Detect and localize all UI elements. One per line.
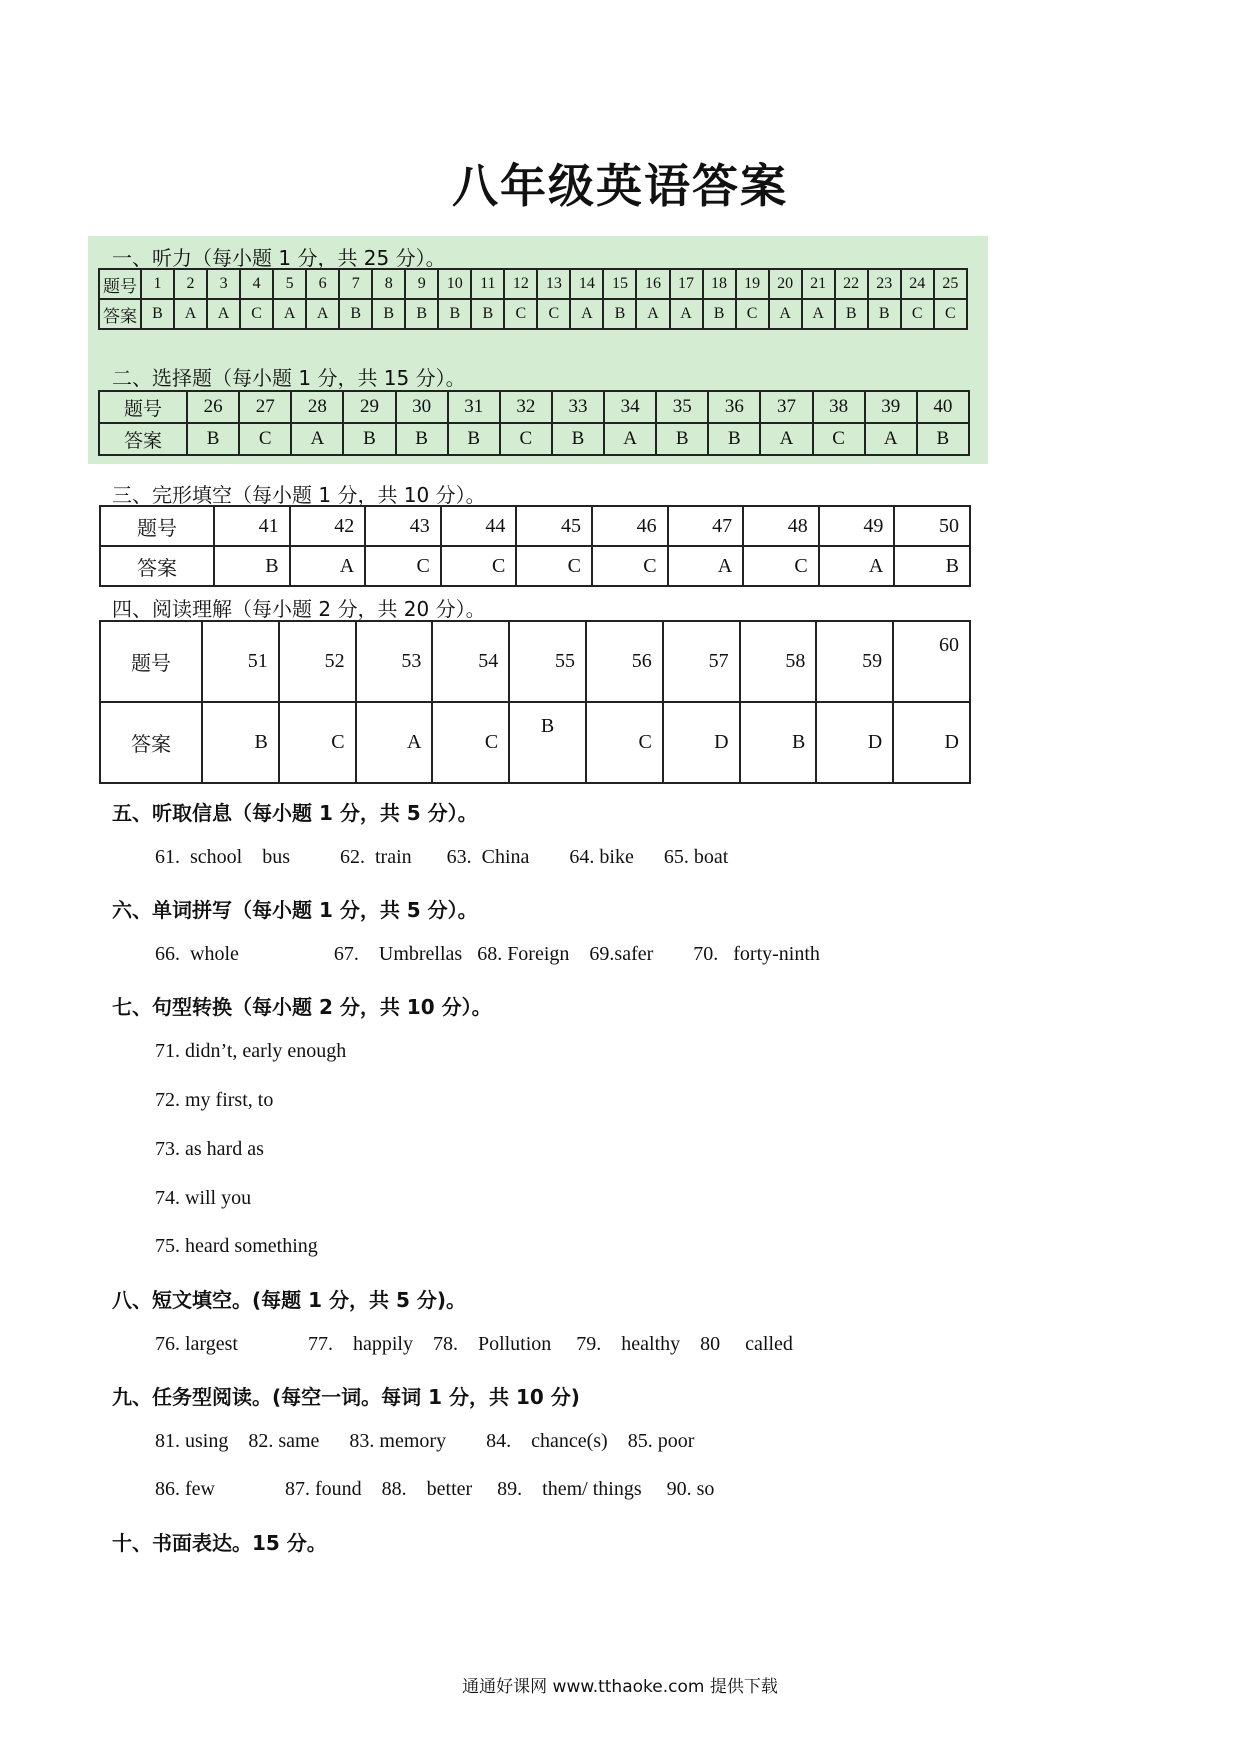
answer-table-cloze: [99, 505, 971, 587]
answer-cell: B: [603, 299, 636, 329]
answer-table-reading: [99, 620, 971, 784]
answer-cell: A: [207, 299, 240, 329]
question-number-cell: 31: [448, 391, 500, 423]
answer-line-74: 74. will you: [155, 1187, 252, 1209]
question-number-cell: 9: [405, 269, 438, 299]
row-label: 答案: [100, 702, 202, 783]
question-number-cell: 52: [279, 621, 356, 702]
answer-cell: B: [396, 423, 448, 455]
question-number-cell: 18: [703, 269, 736, 299]
answer-cell: B: [703, 299, 736, 329]
answer-cell: D: [663, 702, 740, 783]
answer-cell: A: [174, 299, 207, 329]
question-number-cell: 60: [893, 621, 970, 702]
section-5-answers: 61. school bus 62. train 63. China 64. bike 65. boat: [155, 846, 729, 868]
question-number-cell: 44: [441, 506, 517, 546]
question-number-cell: 50: [894, 506, 970, 546]
question-number-cell: 55: [509, 621, 586, 702]
answer-cell: C: [586, 702, 663, 783]
section-7-heading: 七、句型转换（每小题 2 分，共 10 分）。: [112, 995, 492, 1019]
question-number-cell: 26: [187, 391, 239, 423]
section-1-heading: 一、听力（每小题 1 分，共 25 分）。: [112, 246, 446, 270]
question-number-cell: 49: [819, 506, 895, 546]
section-6-heading: 六、单词拼写（每小题 1 分，共 5 分）。: [112, 898, 478, 922]
question-number-cell: 45: [516, 506, 592, 546]
answer-cell: C: [592, 546, 668, 586]
question-number-cell: 4: [240, 269, 273, 299]
answer-cell: C: [239, 423, 291, 455]
answer-cell: B: [917, 423, 969, 455]
question-number-cell: 58: [740, 621, 817, 702]
answer-cell: C: [813, 423, 865, 455]
question-number-cell: 59: [816, 621, 893, 702]
answer-cell: A: [636, 299, 669, 329]
question-number-cell: 54: [432, 621, 509, 702]
question-number-cell: 30: [396, 391, 448, 423]
section-6-answers: 66. whole 67. Umbrellas 68. Foreign 69.safer 70. forty-ninth: [155, 943, 820, 965]
question-number-cell: 16: [636, 269, 669, 299]
answer-cell: B: [372, 299, 405, 329]
question-number-cell: 40: [917, 391, 969, 423]
question-number-cell: 51: [202, 621, 279, 702]
question-number-cell: 3: [207, 269, 240, 299]
question-number-cell: 46: [592, 506, 668, 546]
answer-cell: A: [668, 546, 744, 586]
answer-cell: B: [471, 299, 504, 329]
question-number-cell: 57: [663, 621, 740, 702]
question-number-cell: 17: [670, 269, 703, 299]
answer-line-72: 72. my first, to: [155, 1089, 274, 1111]
question-number-cell: 29: [343, 391, 395, 423]
answer-cell: B: [448, 423, 500, 455]
answer-cell: A: [865, 423, 917, 455]
answer-cell: A: [819, 546, 895, 586]
row-label: 题号: [99, 391, 187, 423]
answer-cell: B: [708, 423, 760, 455]
section-5-heading: 五、听取信息（每小题 1 分，共 5 分）。: [112, 801, 478, 825]
question-number-cell: 34: [604, 391, 656, 423]
answer-cell: B: [202, 702, 279, 783]
answer-cell: D: [893, 702, 970, 783]
answer-row: [100, 702, 970, 783]
question-number-cell: 43: [365, 506, 441, 546]
answer-cell: B: [214, 546, 290, 586]
answer-cell: A: [291, 423, 343, 455]
question-number-cell: 56: [586, 621, 663, 702]
answer-cell: B: [438, 299, 471, 329]
question-number-cell: 19: [736, 269, 769, 299]
question-number-cell: 10: [438, 269, 471, 299]
answer-cell: A: [802, 299, 835, 329]
question-number-row: [100, 506, 970, 546]
row-label: 答案: [99, 299, 141, 329]
section-9-answers-row-2: 86. few 87. found 88. better 89. them/ things 90. so: [155, 1478, 715, 1500]
answer-cell: A: [760, 423, 812, 455]
answer-line-71: 71. didn’t, early enough: [155, 1040, 347, 1062]
answer-cell: B: [835, 299, 868, 329]
answer-cell: C: [537, 299, 570, 329]
page-title: 八年级英语答案: [452, 159, 788, 213]
answer-cell: B: [868, 299, 901, 329]
question-number-cell: 21: [802, 269, 835, 299]
answer-row: [99, 299, 967, 329]
answer-cell: A: [306, 299, 339, 329]
question-number-cell: 41: [214, 506, 290, 546]
question-number-row: [99, 269, 967, 299]
row-label: 题号: [100, 621, 202, 702]
answer-cell: C: [504, 299, 537, 329]
question-number-cell: 38: [813, 391, 865, 423]
answer-cell: B: [343, 423, 395, 455]
row-label: 题号: [100, 506, 214, 546]
answer-cell: B: [740, 702, 817, 783]
question-number-cell: 11: [471, 269, 504, 299]
question-number-cell: 53: [356, 621, 433, 702]
answer-cell: D: [816, 702, 893, 783]
answer-cell: C: [743, 546, 819, 586]
answer-cell: A: [570, 299, 603, 329]
answer-line-73: 73. as hard as: [155, 1138, 264, 1160]
question-number-cell: 37: [760, 391, 812, 423]
question-number-cell: 32: [500, 391, 552, 423]
question-number-cell: 7: [339, 269, 372, 299]
answer-cell: A: [604, 423, 656, 455]
question-number-cell: 36: [708, 391, 760, 423]
answer-cell: A: [290, 546, 366, 586]
answer-cell: B: [141, 299, 174, 329]
section-2-heading: 二、选择题（每小题 1 分，共 15 分）。: [112, 366, 466, 390]
answer-cell: B: [405, 299, 438, 329]
question-number-cell: 33: [552, 391, 604, 423]
question-number-row: [99, 391, 969, 423]
answer-table-choice: [98, 390, 970, 456]
section-9-heading: 九、任务型阅读。(每空一词。每词 1 分，共 10 分): [112, 1385, 580, 1409]
answer-cell: B: [656, 423, 708, 455]
row-label: 答案: [100, 546, 214, 586]
question-number-cell: 47: [668, 506, 744, 546]
answer-cell: A: [273, 299, 306, 329]
answer-cell: B: [552, 423, 604, 455]
footer-credit: 通通好课网 www.tthaoke.com 提供下载: [462, 1677, 778, 1697]
answer-cell: C: [365, 546, 441, 586]
question-number-cell: 2: [174, 269, 207, 299]
row-label: 题号: [99, 269, 141, 299]
question-number-cell: 22: [835, 269, 868, 299]
question-number-cell: 24: [901, 269, 934, 299]
question-number-cell: 8: [372, 269, 405, 299]
answer-cell: A: [769, 299, 802, 329]
question-number-cell: 15: [603, 269, 636, 299]
question-number-cell: 39: [865, 391, 917, 423]
question-number-cell: 5: [273, 269, 306, 299]
answer-cell: C: [736, 299, 769, 329]
section-3-heading: 三、完形填空（每小题 1 分，共 10 分）。: [112, 483, 486, 507]
answer-table-listening: [98, 268, 968, 330]
answer-cell: C: [279, 702, 356, 783]
answer-cell: A: [670, 299, 703, 329]
question-number-cell: 28: [291, 391, 343, 423]
question-number-cell: 12: [504, 269, 537, 299]
answer-cell: B: [894, 546, 970, 586]
section-8-heading: 八、短文填空。(每题 1 分，共 5 分)。: [112, 1288, 466, 1312]
question-number-row: [100, 621, 970, 702]
question-number-cell: 25: [934, 269, 967, 299]
answer-cell: C: [901, 299, 934, 329]
answer-cell: C: [240, 299, 273, 329]
question-number-cell: 42: [290, 506, 366, 546]
question-number-cell: 13: [537, 269, 570, 299]
question-number-cell: 27: [239, 391, 291, 423]
section-10-heading: 十、书面表达。15 分。: [112, 1531, 327, 1555]
row-label: 答案: [99, 423, 187, 455]
answer-cell: C: [432, 702, 509, 783]
question-number-cell: 1: [141, 269, 174, 299]
answer-cell: C: [516, 546, 592, 586]
question-number-cell: 14: [570, 269, 603, 299]
answer-row: [100, 546, 970, 586]
answer-row: [99, 423, 969, 455]
section-8-answers: 76. largest 77. happily 78. Pollution 79. healthy 80 called: [155, 1333, 793, 1355]
section-9-answers-row-1: 81. using 82. same 83. memory 84. chance(s) 85. poor: [155, 1430, 695, 1452]
question-number-cell: 23: [868, 269, 901, 299]
answer-cell: A: [356, 702, 433, 783]
answer-cell: B: [339, 299, 372, 329]
answer-cell: C: [934, 299, 967, 329]
question-number-cell: 6: [306, 269, 339, 299]
answer-cell: B: [509, 702, 586, 783]
answer-line-75: 75. heard something: [155, 1235, 318, 1257]
section-4-heading: 四、阅读理解（每小题 2 分，共 20 分）。: [112, 597, 486, 621]
question-number-cell: 20: [769, 269, 802, 299]
answer-cell: B: [187, 423, 239, 455]
question-number-cell: 35: [656, 391, 708, 423]
answer-cell: C: [441, 546, 517, 586]
question-number-cell: 48: [743, 506, 819, 546]
answer-cell: C: [500, 423, 552, 455]
